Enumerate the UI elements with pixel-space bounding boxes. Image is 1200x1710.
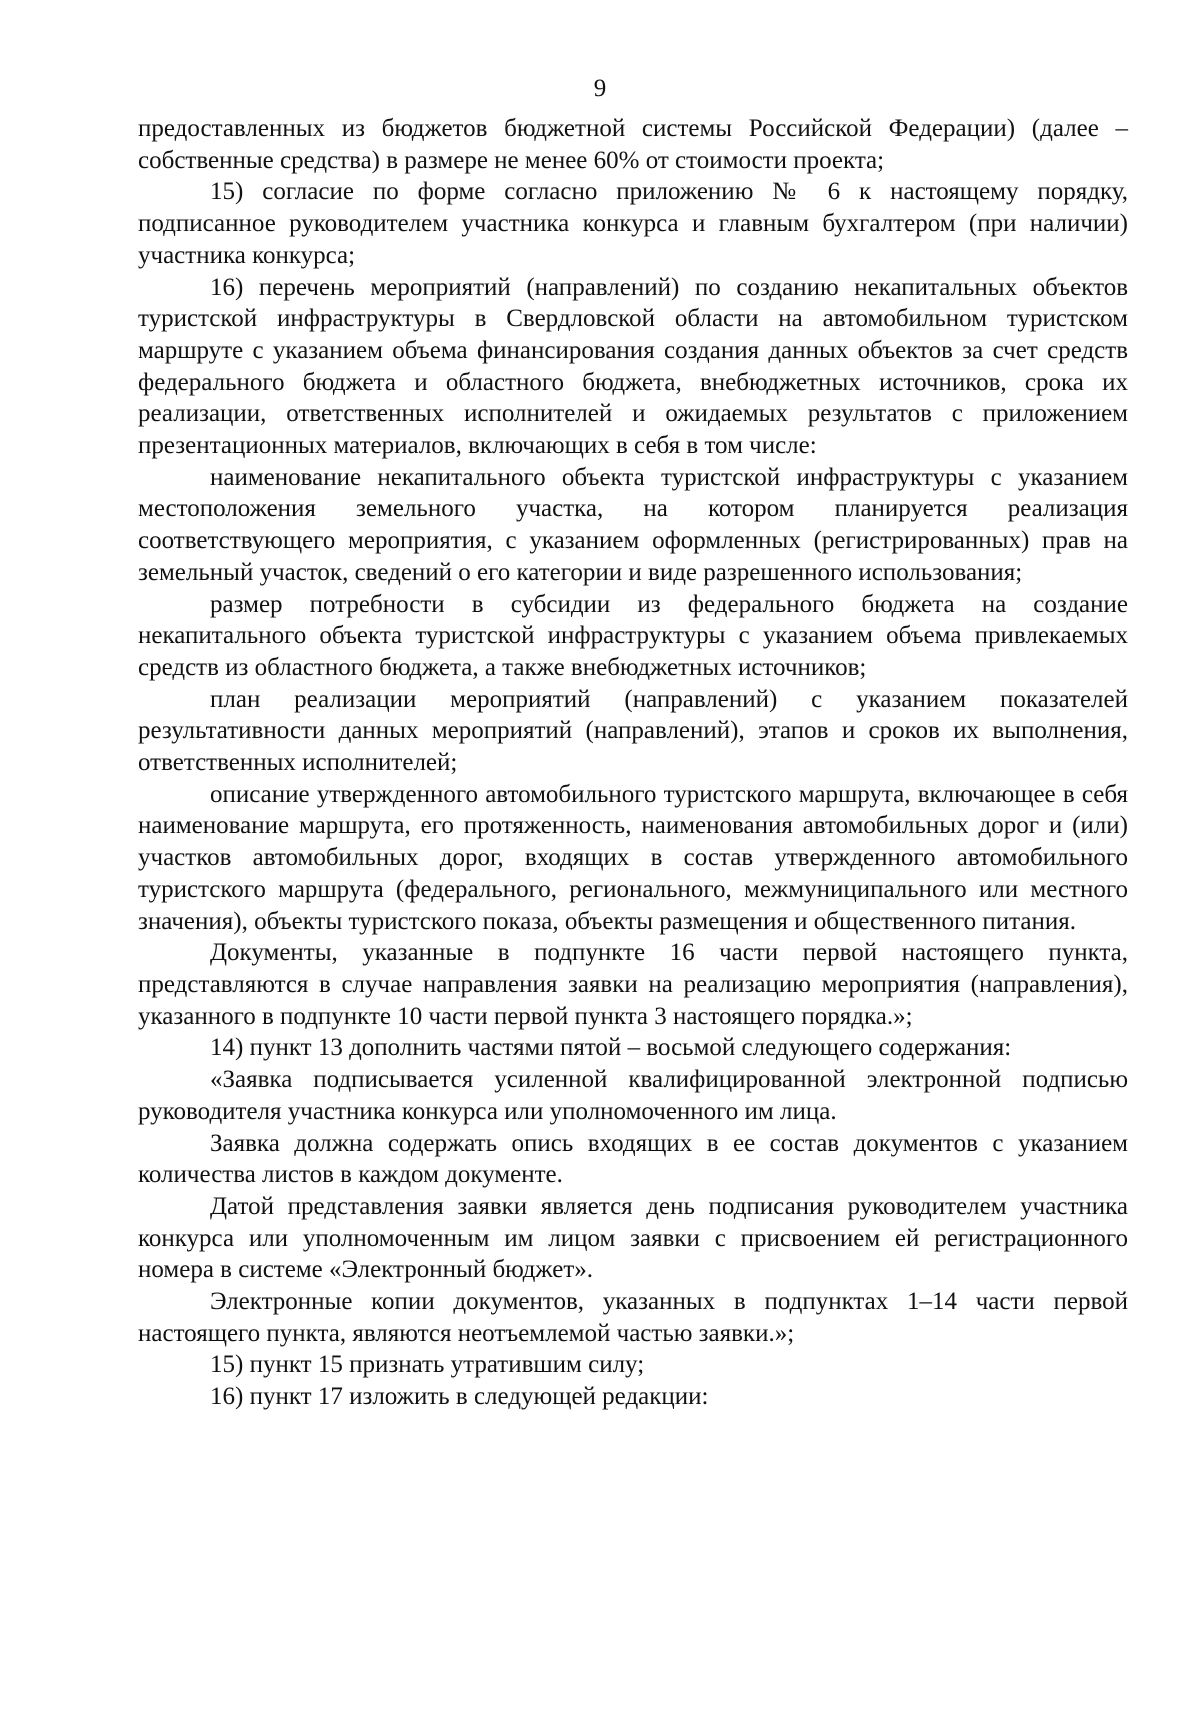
paragraph-implementation-plan: план реализации мероприятий (направлений) с указанием показателей результативности данных мероприятий (направлений), этапов и сроков их выполнения, ответственных исполнителей; <box>138 685 1128 777</box>
paragraph-documents: Документы, указанные в подпункте 16 части первой настоящего пункта, представляются в случае направления заявки на реализацию мероприятия (направления), указанного в подпункте 10 части первой пункта 3 настоящего порядка.»; <box>138 939 1128 1030</box>
paragraph-submission-date: Датой представления заявки является день подписания руководителем участника конкурса или уполномоченным им лицом заявки с присвоением ей регистрационного номера в системе «Электронный бюджет». <box>138 1192 1128 1284</box>
paragraph-item-16-new-edition: 16) пункт 17 изложить в следующей редакции: <box>210 1383 709 1411</box>
paragraph-continuation: предоставленных из бюджетов бюджетной системы Российской Федерации) (далее – собственные средства) в размере не менее 60% от стоимости проекта; <box>138 115 1128 174</box>
paragraph-application-inventory: Заявка должна содержать опись входящих в ее состав документов с указанием количества листов в каждом документе. <box>138 1129 1128 1189</box>
paragraph-route-description: описание утвержденного автомобильного туристского маршрута, включающее в себя наименование маршрута, его протяженность, наименования автомобильных дорог и (или) участков автомобильных дорог, входящих в состав утвержденного автомобильного туристского маршрута (федерального, регионального, межмуниципального или местного значения), объекты туристского показа, объекты размещения и общественного питания. <box>138 780 1128 935</box>
paragraph-item-14-amend: 14) пункт 13 дополнить частями пятой – восьмой следующего содержания: <box>210 1034 1012 1062</box>
paragraph-item-16: 16) перечень мероприятий (направлений) по созданию некапитальных объектов туристской инфраструктуры в Свердловской области на автомобильном туристском маршруте с указанием объема финансирования создания данных объектов за счет средств федерального бюджета и областного бюджета, внебюджетных источников, срока их реализации, ответственных исполнителей и ожидаемых результатов с приложением презентационных материалов, включающих в себя в том числе: <box>138 273 1128 460</box>
paragraph-object-name: наименование некапитального объекта туристской инфраструктуры с указанием местоположения земельного участка, на котором планируется реализация соответствующего мероприятия, с указанием оформленных (регистрированных) прав на земельный участок, сведений о его категории и виде разрешенного использования; <box>138 463 1128 586</box>
paragraph-item-15-repeal: 15) пункт 15 признать утратившим силу; <box>210 1351 645 1379</box>
page-number: 9 <box>593 75 607 102</box>
paragraph-application-signature: «Заявка подписывается усиленной квалифицированной электронной подписью руководителя участника конкурса или уполномоченного им лица. <box>138 1066 1128 1125</box>
paragraph-electronic-copies: Электронные копии документов, указанных в подпунктах 1–14 части первой настоящего пункта, являются неотъемлемой частью заявки.»; <box>138 1288 1128 1347</box>
document-body <box>138 113 1128 1413</box>
paragraph-subsidy-need: размер потребности в субсидии из федерального бюджета на создание некапитального объекта туристской инфраструктуры с указанием объема привлекаемых средств из областного бюджета, а также внебюджетных источников; <box>138 590 1128 681</box>
paragraph-item-15: 15) согласие по форме согласно приложению № 6 к настоящему порядку, подписанное руководителем участника конкурса и главным бухгалтером (при наличии) участника конкурса; <box>138 178 1128 269</box>
